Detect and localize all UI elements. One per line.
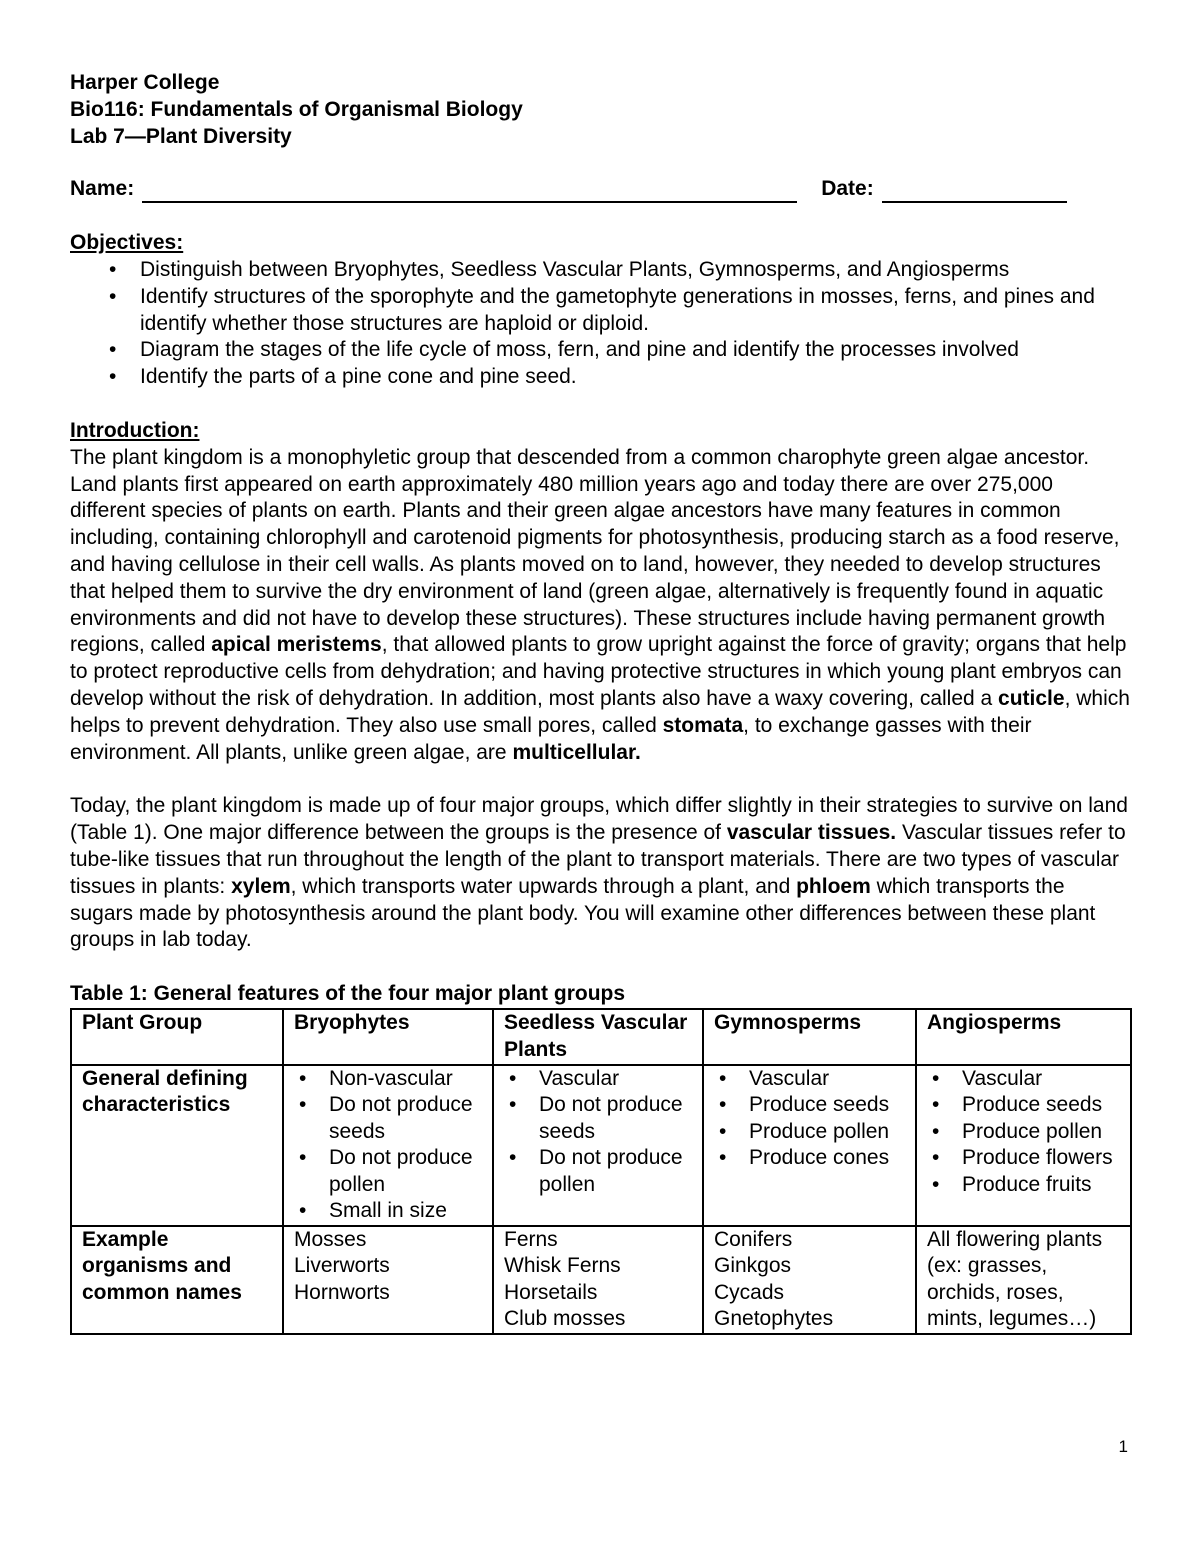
list-item: Gnetophytes xyxy=(714,1307,834,1330)
table-cell xyxy=(283,1226,493,1334)
list-item: • Diagram the stages of the life cycle of moss, fern, and pine and identify the processes involved xyxy=(140,337,1132,364)
term-vascular-tissues: vascular tissues. xyxy=(726,821,897,845)
name-label: Name: xyxy=(70,177,135,201)
list-item: Horsetails xyxy=(504,1280,598,1304)
list-item: Liverworts xyxy=(294,1254,390,1277)
date-field[interactable] xyxy=(882,181,1067,203)
introduction-title: Introduction: xyxy=(70,418,200,442)
list-item: • Produce seeds xyxy=(962,1092,1120,1119)
table-caption: Table 1: General features of the four major plant groups xyxy=(70,982,626,1006)
table-cell xyxy=(916,1226,1131,1334)
term-stomata: stomata xyxy=(662,713,744,737)
term-phloem: phloem xyxy=(796,874,871,898)
list-item: • Identify the parts of a pine cone and pine seed. xyxy=(140,364,1132,391)
table-cell xyxy=(916,1065,1131,1226)
list-item: • Produce pollen xyxy=(749,1119,905,1146)
table-cell xyxy=(493,1226,703,1334)
intro-paragraph-1 xyxy=(70,445,1132,767)
term-apical-meristems: apical meristems xyxy=(211,633,382,657)
cell-list xyxy=(927,1066,1120,1199)
list-item: • Produce fruits xyxy=(962,1172,1120,1199)
objectives-title: Objectives: xyxy=(70,231,184,255)
cell-list xyxy=(504,1066,692,1199)
list-item: Club mosses xyxy=(504,1307,626,1330)
text-run: Today, the plant kingdom is made up of four major groups, which differ slightly in their strategies to survive on land (Table 1). One major difference between the groups is the presence of xyxy=(70,794,1128,845)
list-item: All flowering plants (ex: grasses, orchids, roses, mints, legumes…) xyxy=(927,1227,1103,1330)
list-item: • Do not produce seeds xyxy=(329,1092,482,1145)
list-item: • Vascular xyxy=(539,1066,692,1093)
course-title: Bio116: Fundamentals of Organismal Biology xyxy=(70,97,523,121)
header-cell: Angiosperms xyxy=(916,1009,1131,1065)
cell-list xyxy=(294,1066,482,1225)
name-field[interactable] xyxy=(142,181,797,203)
header-cell: Bryophytes xyxy=(283,1009,493,1065)
list-item: • Vascular xyxy=(749,1066,905,1093)
table-row xyxy=(71,1065,1131,1226)
list-item: Ginkgos xyxy=(714,1254,792,1277)
list-item: • Produce seeds xyxy=(749,1092,905,1119)
text-run: , which transports water upwards through a plant, and xyxy=(290,874,797,898)
plant-groups-table xyxy=(70,1008,1132,1335)
table-cell xyxy=(703,1226,916,1334)
term-multicellular: multicellular. xyxy=(512,740,641,764)
list-item: Whisk Ferns xyxy=(504,1254,621,1277)
list-item: Conifers xyxy=(714,1227,793,1251)
header-cell: Plant Group xyxy=(71,1009,283,1065)
list-item: Cycads xyxy=(714,1280,785,1304)
table-cell xyxy=(283,1065,493,1226)
row-label: General defining characteristics xyxy=(71,1065,283,1226)
list-item: • Distinguish between Bryophytes, Seedless Vascular Plants, Gymnosperms, and Angiosperms xyxy=(140,257,1132,284)
list-item: • Do not produce pollen xyxy=(329,1145,482,1198)
text-run: Vascular tissues refer to tube-like tissues that run throughout the length of the plant to transport materials. There are two types of vascular tissues in plants: xyxy=(70,821,1126,898)
page-number: 1 xyxy=(1118,1437,1128,1456)
list-item: • Produce pollen xyxy=(962,1119,1120,1146)
row-label: Example organisms and common names xyxy=(71,1226,283,1334)
name-date-row xyxy=(70,176,1132,203)
lab-title: Lab 7—Plant Diversity xyxy=(70,124,292,148)
list-item: Ferns xyxy=(504,1227,558,1251)
list-item: • Do not produce pollen xyxy=(539,1145,692,1198)
header-cell: Seedless Vascular Plants xyxy=(493,1009,703,1065)
date-label: Date: xyxy=(821,177,874,201)
list-item: • Produce flowers xyxy=(962,1145,1120,1172)
list-item: • Non-vascular xyxy=(329,1066,482,1093)
list-item: • Small in size xyxy=(329,1198,482,1225)
term-xylem: xylem xyxy=(231,874,291,898)
table-cell xyxy=(493,1065,703,1226)
text-run: The plant kingdom is a monophyletic group that descended from a common charophyte green algae ancestor. Land plants first appeared on earth approximately 480 million years ago and today there are over 275,000 different species of plants on earth. Plants and their green algae ancestors have many features in common including, containing chlorophyll and carotenoid pigments for photosynthesis, producing starch as a food reserve, and having cellulose in their cell walls. As plants moved on to land, however, they needed to develop structures that helped them to survive the dry environment of land (green algae, alternatively is frequently found in aquatic environments and did not have to develop these structures). These structures include having permanent growth regions, called xyxy=(70,445,1120,657)
table-row xyxy=(71,1226,1131,1334)
cell-list xyxy=(714,1066,905,1172)
header-cell: Gymnosperms xyxy=(703,1009,916,1065)
list-item: • Produce cones xyxy=(749,1145,905,1172)
objectives-section xyxy=(70,230,1132,391)
text-run: , to exchange gasses with their environment. All plants, unlike green algae, are xyxy=(70,713,1032,764)
intro-paragraph-2 xyxy=(70,793,1132,954)
text-run: , that allowed plants to grow upright against the force of gravity; organs that help to protect reproductive cells from dehydration; and having protective structures in which young plant embryos can develop without the risk of dehydration. In addition, most plants also have a waxy covering, called a xyxy=(70,633,1127,710)
introduction-section xyxy=(70,418,1132,954)
list-item: • Identify structures of the sporophyte and the gametophyte generations in mosses, ferns, and pines and identify whether those structures are haploid or diploid. xyxy=(140,284,1132,338)
college-name: Harper College xyxy=(70,71,220,94)
table-cell xyxy=(703,1065,916,1226)
document-page xyxy=(70,70,1132,1335)
text-run: , which helps to prevent dehydration. They also use small pores, called xyxy=(70,686,1130,737)
table-header-row xyxy=(71,1009,1131,1065)
list-item: Mosses xyxy=(294,1227,367,1251)
list-item: • Do not produce seeds xyxy=(539,1092,692,1145)
objectives-list xyxy=(70,257,1132,391)
term-cuticle: cuticle xyxy=(998,686,1065,710)
list-item: Hornworts xyxy=(294,1280,390,1304)
text-run: which transports the sugars made by photosynthesis around the plant body. You will examine other differences between these plant groups in lab today. xyxy=(70,874,1096,952)
list-item: • Vascular xyxy=(962,1066,1120,1093)
